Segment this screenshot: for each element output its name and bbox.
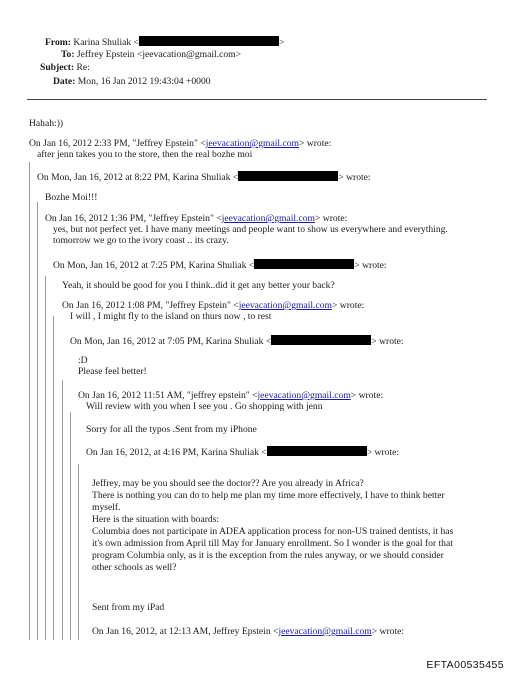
email-link[interactable]: jeevacation@gmail.com: [238, 300, 332, 311]
quote-header-5: [62, 300, 364, 311]
quote-header-3: [45, 213, 347, 224]
quote-header-4: [53, 259, 387, 271]
quote-bar-level-7: [78, 464, 79, 640]
from-close: >: [278, 37, 285, 48]
quote-bar-level-5: [62, 380, 63, 640]
quote-text-8-line6: it's own admission from April till May for January enrollment. So I wonder is the goal for that: [92, 538, 453, 549]
quote-bar-level-2: [37, 202, 38, 640]
bates-number: EFTA00535455: [426, 658, 504, 671]
signature-sent-from: Sent from my iPad: [92, 602, 165, 613]
quote-header-text: On Jan 16, 2012, at 12:13 AM, Jeffrey Epstein <: [92, 626, 279, 637]
quote-header-7: [78, 390, 383, 401]
quote-header-text: On Mon, Jan 16, 2012 at 8:22 PM, Karina Shuliak <: [37, 172, 239, 183]
quote-header-suffix: > wrote:: [298, 138, 332, 149]
quote-header-suffix: > wrote:: [366, 447, 400, 458]
quote-header-suffix: > wrote:: [314, 213, 348, 224]
quote-header-suffix: > wrote:: [338, 172, 371, 183]
quote-header-suffix: > wrote:: [350, 390, 384, 401]
redaction-bar: [254, 259, 354, 269]
quote-text-8-line8: other schools as well?: [92, 562, 177, 573]
email-link[interactable]: jeevacation@gmail.com: [278, 626, 372, 637]
quote-bar-level-1: [29, 162, 30, 640]
quote-header-1: [29, 138, 331, 149]
quote-text-4: Yeah, it should be good for you I think..did it get any better your back?: [62, 280, 335, 291]
quote-header-6: [70, 335, 404, 347]
quote-bar-level-4: [53, 316, 54, 640]
redaction-bar: [238, 171, 338, 181]
quote-bar-level-6: [70, 412, 71, 640]
quote-header-text: On Jan 16, 2012 2:33 PM, "Jeffrey Epstein" <: [29, 138, 206, 149]
subject-value: Re:: [76, 62, 90, 73]
date-value: Mon, 16 Jan 2012 19:43:04 +0000: [77, 76, 211, 87]
quote-header-text: On Mon, Jan 16, 2012 at 7:05 PM, Karina Shuliak <: [70, 336, 272, 347]
header-divider: [27, 99, 487, 100]
quote-text-8-line5: Columbia does not participate in ADEA application process for non-US trained dentists, it has: [92, 526, 454, 537]
quote-text-8-line4: Here is the situation with boards:: [92, 514, 220, 525]
header-from: [45, 36, 284, 48]
to-value: Jeffrey Epstein <jeevacation@gmail.com>: [76, 49, 242, 60]
header-subject: [40, 62, 90, 73]
quote-header-2: [37, 171, 371, 183]
quote-text-5: I will , I might fly to the island on thurs now , to rest: [70, 311, 272, 322]
email-link[interactable]: jeevacation@gmail.com: [205, 138, 299, 149]
quote-bar-level-3: [45, 276, 46, 640]
header-date: [53, 76, 211, 87]
quote-header-8: [86, 446, 399, 458]
quote-text-8-line3: myself.: [92, 502, 121, 513]
quote-text-7a: Will review with you when I see you . Go shopping with jenn: [86, 401, 323, 412]
quote-text-6b: Please feel better!: [78, 366, 147, 377]
from-label: From:: [45, 37, 71, 48]
quote-text-3b: tomorrow we go to the ivory coast .. its crazy.: [53, 235, 229, 246]
reply-text: Hahah:)): [29, 118, 64, 129]
quote-header-9: [92, 626, 404, 637]
subject-label: Subject:: [40, 62, 75, 73]
to-label: To:: [61, 49, 75, 60]
from-value: Karina Shuliak <: [73, 37, 139, 48]
email-link[interactable]: jeevacation@gmail.com: [221, 213, 315, 224]
redaction-bar: [271, 335, 371, 345]
quote-header-text: On Mon, Jan 16, 2012 at 7:25 PM, Karina Shuliak <: [53, 260, 255, 271]
quote-text-7b: Sorry for all the typos .Sent from my iPhone: [86, 424, 257, 435]
quote-header-suffix: > wrote:: [354, 260, 387, 271]
quote-header-suffix: > wrote:: [371, 626, 405, 637]
quote-header-text: On Jan 16, 2012 1:08 PM, "Jeffrey Epstein" <: [62, 300, 239, 311]
email-link[interactable]: jeevacation@gmail.com: [257, 390, 351, 401]
quote-text-2: Bozhe Moi!!!: [45, 192, 98, 203]
redaction-bar: [139, 36, 279, 46]
quote-text-1: after jenn takes you to the store, then the real bozhe moi: [37, 149, 253, 160]
quote-text-8-line7: program Columbia only, as it is the exception from the rules anyway, or we should consider: [92, 550, 444, 561]
quote-header-text: On Jan 16, 2012, at 4:16 PM, Karina Shuliak <: [86, 447, 267, 458]
quote-header-text: On Jan 16, 2012 11:51 AM, "jeffrey epstein" <: [78, 390, 258, 401]
quote-text-8-line2: There is nothing you can do to help me plan my time more effectively, I have to think better: [92, 490, 445, 501]
quote-header-text: On Jan 16, 2012 1:36 PM, "Jeffrey Epstein" <: [45, 213, 222, 224]
redaction-bar: [267, 446, 367, 456]
quote-header-suffix: > wrote:: [371, 336, 404, 347]
quote-text-6a: :D: [78, 355, 88, 366]
header-to: [61, 49, 241, 60]
date-label: Date:: [53, 76, 76, 87]
quote-text-8-line1: Jeffrey, may be you should see the doctor?? Are you already in Africa?: [92, 478, 364, 489]
quote-text-3a: yes, but not perfect yet. I have many meetings and people want to show us everywhere and everything.: [53, 224, 448, 235]
quote-header-suffix: > wrote:: [331, 300, 365, 311]
